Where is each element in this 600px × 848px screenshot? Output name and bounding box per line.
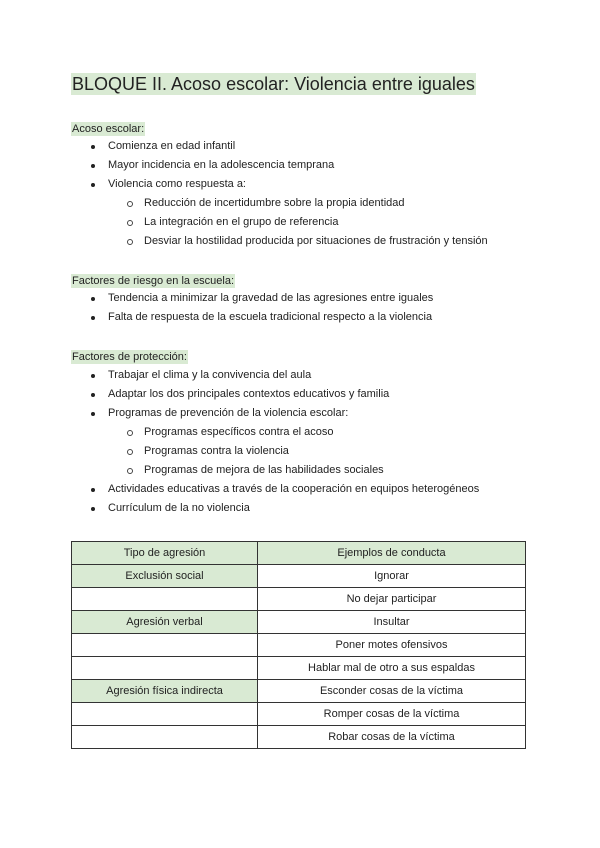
sub-list-item: Programas específicos contra el acoso — [0, 423, 479, 442]
list-item: Tendencia a minimizar la gravedad de las agresiones entre iguales — [0, 289, 433, 308]
table-cell-type: Agresión física indirecta — [72, 680, 258, 703]
table-cell-example: Hablar mal de otro a sus espaldas — [258, 657, 526, 680]
list-item: Programas de prevención de la violencia escolar: — [0, 404, 479, 423]
sub-list-item: La integración en el grupo de referencia — [0, 213, 488, 232]
aggression-table — [71, 541, 526, 749]
list-item: Mayor incidencia en la adolescencia temprana — [0, 156, 488, 175]
sub-list-item: Programas de mejora de las habilidades sociales — [0, 461, 479, 480]
table-row — [72, 726, 526, 749]
sub-list-item: Programas contra la violencia — [0, 442, 479, 461]
section-heading-riesgo: Factores de riesgo en la escuela: — [72, 275, 235, 287]
riesgo-list — [0, 289, 433, 327]
acoso-list — [0, 137, 488, 251]
list-item: Trabajar el clima y la convivencia del aula — [0, 366, 479, 385]
table-cell-type: Agresión verbal — [72, 611, 258, 634]
table-cell-type — [72, 726, 258, 749]
table-cell-example: Esconder cosas de la víctima — [258, 680, 526, 703]
table-row — [72, 634, 526, 657]
table-cell-example: Ignorar — [258, 565, 526, 588]
page-title: BLOQUE II. Acoso escolar: Violencia entre iguales — [72, 74, 475, 94]
table-header-tipo: Tipo de agresión — [72, 542, 258, 565]
table-cell-example: Poner motes ofensivos — [258, 634, 526, 657]
list-item: Adaptar los dos principales contextos educativos y familia — [0, 385, 479, 404]
table-header-row — [72, 542, 526, 565]
table-cell-type: Exclusión social — [72, 565, 258, 588]
table-cell-type — [72, 657, 258, 680]
section-heading-acoso: Acoso escolar: — [72, 123, 145, 135]
table-cell-type — [72, 588, 258, 611]
table-cell-example: No dejar participar — [258, 588, 526, 611]
table-row — [72, 565, 526, 588]
proteccion-list — [0, 366, 479, 518]
table-cell-type — [72, 634, 258, 657]
table-header-ejemplos: Ejemplos de conducta — [258, 542, 526, 565]
list-item: Actividades educativas a través de la cooperación en equipos heterogéneos — [0, 480, 479, 499]
table-row — [72, 703, 526, 726]
table-row — [72, 680, 526, 703]
table-cell-example: Romper cosas de la víctima — [258, 703, 526, 726]
section-heading-proteccion: Factores de protección: — [72, 351, 187, 363]
sub-list-item: Reducción de incertidumbre sobre la propia identidad — [0, 194, 488, 213]
list-item: Comienza en edad infantil — [0, 137, 488, 156]
list-item: Falta de respuesta de la escuela tradicional respecto a la violencia — [0, 308, 433, 327]
sub-list-item: Desviar la hostilidad producida por situaciones de frustración y tensión — [0, 232, 488, 251]
table-cell-example: Robar cosas de la víctima — [258, 726, 526, 749]
table-cell-example: Insultar — [258, 611, 526, 634]
list-item: Currículum de la no violencia — [0, 499, 479, 518]
table-row — [72, 611, 526, 634]
table-row — [72, 588, 526, 611]
table-row — [72, 657, 526, 680]
list-item: Violencia como respuesta a: — [0, 175, 488, 194]
table-cell-type — [72, 703, 258, 726]
